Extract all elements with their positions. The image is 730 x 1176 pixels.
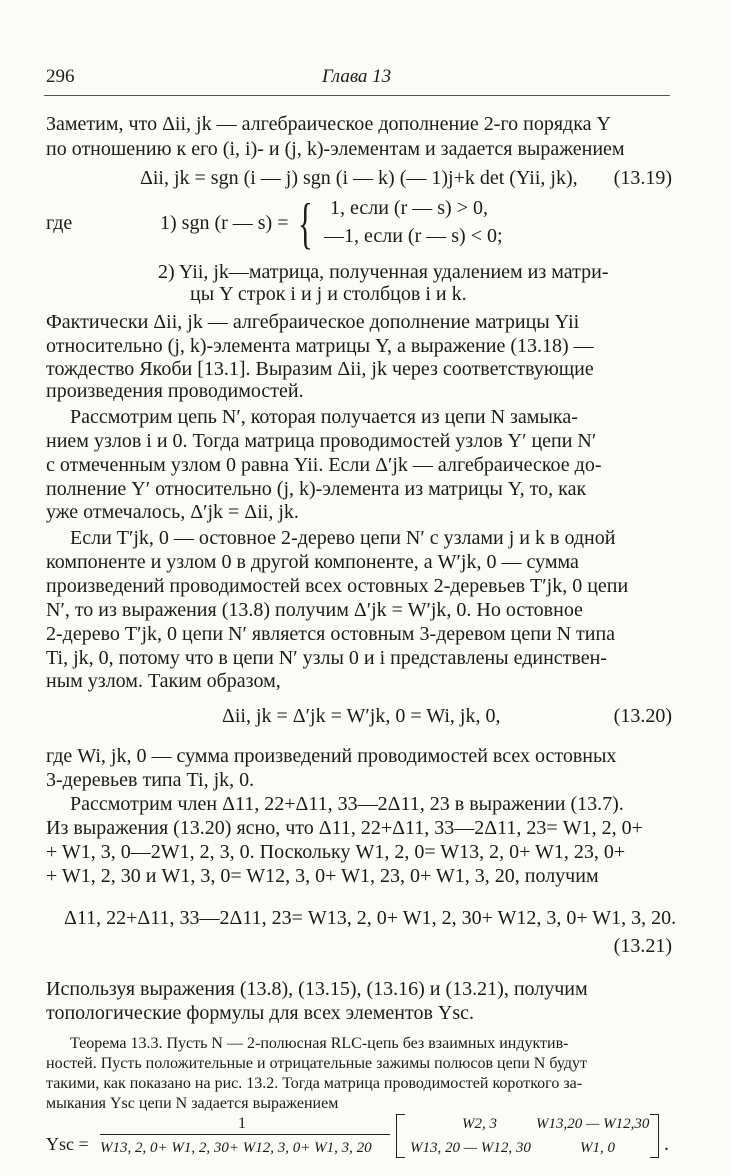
text-line: полнение Y′ относительно (j, k)-элемента из матрицы Y, то, как xyxy=(46,478,587,500)
matrix-cell: W13,20 — W12,30 xyxy=(536,1116,650,1132)
text-line: Используя выражения (13.8), (13.15), (13.16) и (13.21), получим xyxy=(46,978,588,1000)
equation-number: (13.20) xyxy=(613,705,672,727)
text-line: где xyxy=(46,212,73,234)
formula-lhs: Ysc = xyxy=(46,1134,89,1154)
text-line: Если T′jk, 0 — остовное 2-дерево цепи N′ с узлами j и k в одной xyxy=(70,527,616,549)
text-line: компоненте и узлом 0 в другой компоненте, а W′jk, 0 — сумма xyxy=(46,551,579,573)
matrix-bracket-right xyxy=(650,1114,659,1158)
text-line: Рассмотрим цепь N′, которая получается из цепи N замыка- xyxy=(70,406,578,428)
text-line: с отмеченным узлом 0 равна Yii. Если Δ′jk — алгебраическое до- xyxy=(46,454,602,476)
text-line: цы Y строк i и j и столбцов i и k. xyxy=(190,283,467,305)
text-line: Ti, jk, 0, потому что в цепи N′ узлы 0 и i представлены единствен- xyxy=(46,647,607,669)
text-line: тождество Якоби [13.1]. Выразим Δii, jk через соответствующие xyxy=(46,358,594,380)
theorem-line: мыкания Ysc цепи N задается выражением xyxy=(46,1095,339,1112)
text-line: относительно (j, k)-элемента матрицы Y, а выражение (13.18) — xyxy=(46,335,594,357)
fraction-numerator: 1 xyxy=(238,1115,246,1132)
sgn-case: —1, если (r — s) < 0; xyxy=(324,225,503,247)
text-line: по отношению к его (i, i)- и (j, k)-элементам и задается выражением xyxy=(46,138,625,160)
text-line: произведения проводимостей. xyxy=(46,380,304,402)
text-line: 3-деревьев типа Ti, jk, 0. xyxy=(46,769,255,791)
formula-period: . xyxy=(664,1133,669,1155)
text-line: Из выражения (13.20) ясно, что Δ11, 22+Δ11, 33—2Δ11, 23= W1, 2, 0+ xyxy=(46,817,643,839)
equation-number: (13.19) xyxy=(613,167,672,189)
text-line: уже отмечалось, Δ′jk = Δii, jk. xyxy=(46,501,299,523)
equation-13-21: Δ11, 22+Δ11, 33—2Δ11, 23= W13, 2, 0+ W1, 2, 30+ W12, 3, 0+ W1, 3, 20. xyxy=(64,907,677,929)
text-line: + W1, 3, 0—2W1, 2, 3, 0. Поскольку W1, 2, 0= W13, 2, 0+ W1, 23, 0+ xyxy=(46,841,626,863)
text-line: Заметим, что Δii, jk — алгебраическое дополнение 2-го порядка Y xyxy=(46,113,611,135)
header-rule xyxy=(44,95,670,96)
text-line: ным узлом. Таким образом, xyxy=(46,670,281,692)
matrix-cell: W13, 20 — W12, 30 xyxy=(410,1140,531,1156)
matrix-cell: W2, 3 xyxy=(462,1116,497,1132)
theorem-line: такими, как показано на рис. 13.2. Тогда матрица проводимостей короткого за- xyxy=(46,1075,583,1092)
text-line: Фактически Δii, jk — алгебраическое дополнение матрицы Yii xyxy=(46,311,580,333)
equation-number: (13.21) xyxy=(613,935,672,957)
sgn-case: 1, если (r — s) > 0, xyxy=(330,197,488,219)
text-line: 2) Yii, jk—матрица, полученная удалением из матри- xyxy=(158,261,609,283)
text-line: нием узлов i и 0. Тогда матрица проводимостей узлов Y′ цепи N′ xyxy=(46,430,597,452)
equation-13-20: Δii, jk = Δ′jk = W′jk, 0 = Wi, jk, 0, xyxy=(222,705,501,727)
fraction-denominator: W13, 2, 0+ W1, 2, 30+ W12, 3, 0+ W1, 3, 20 xyxy=(100,1140,372,1156)
text-line: + W1, 2, 30 и W1, 3, 0= W12, 3, 0+ W1, 23, 0+ W1, 3, 20, получим xyxy=(46,865,599,887)
fraction-bar xyxy=(100,1134,390,1135)
text-line: Рассмотрим член Δ11, 22+Δ11, 33—2Δ11, 23 в выражении (13.7). xyxy=(70,793,624,815)
sgn-definition: 1) sgn (r — s) = xyxy=(160,212,289,234)
text-line: произведений проводимостей всех остовных 2-деревьев T′jk, 0 цепи xyxy=(46,575,629,597)
text-line: где Wi, jk, 0 — сумма произведений проводимостей всех остовных xyxy=(46,745,617,767)
equation-13-19: Δii, jk = sgn (i — j) sgn (i — k) (— 1)j+k det (Yii, jk), xyxy=(140,167,578,189)
text-line: топологические формулы для всех элементов Ysc. xyxy=(46,1002,475,1024)
matrix-bracket-left xyxy=(396,1114,405,1158)
brace-symbol: { xyxy=(298,193,313,255)
chapter-title: Глава 13 xyxy=(322,66,392,87)
theorem-line: ностей. Пусть положительные и отрицательные зажимы полюсов цепи N будут xyxy=(46,1055,588,1072)
page-number: 296 xyxy=(46,66,75,87)
matrix-cell: W1, 0 xyxy=(580,1140,615,1156)
text-line: 2-дерево T′jk, 0 цепи N′ является остовным 3-деревом цепи N типа xyxy=(46,623,616,645)
text-line: N′, то из выражения (13.8) получим Δ′jk = W′jk, 0. Но остовное xyxy=(46,599,583,621)
theorem-line: Теорема 13.3. Пусть N — 2-полюсная RLC-цепь без взаимных индуктив- xyxy=(70,1035,569,1052)
